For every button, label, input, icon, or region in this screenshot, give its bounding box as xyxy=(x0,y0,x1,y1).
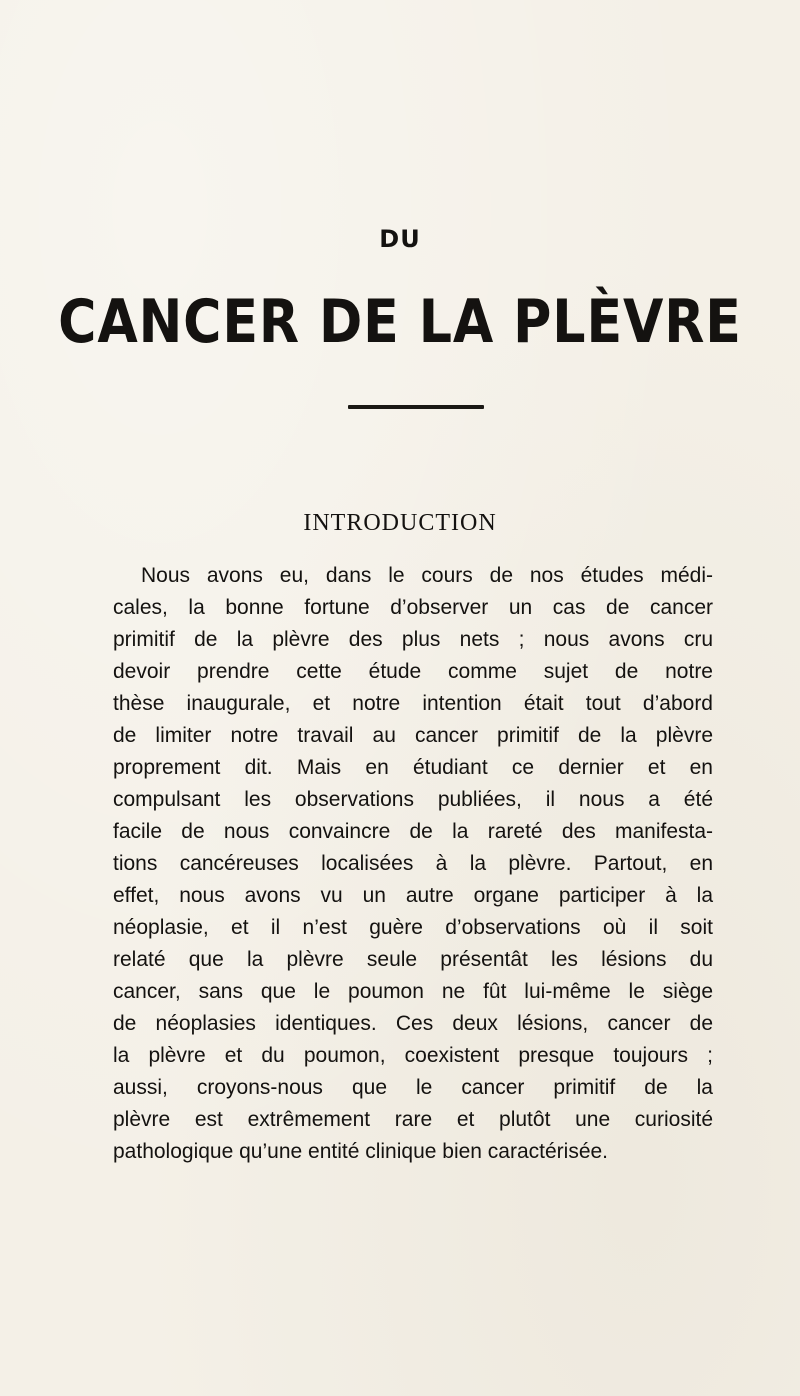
text-line: thèse inaugurale, et notre intention était tout d’abord xyxy=(113,692,713,715)
text-line: facile de nous convaincre de la rareté des manifesta- xyxy=(113,820,713,843)
text-line: Nous avons eu, dans le cours de nos études médi- xyxy=(141,564,713,587)
text-line: relaté que la plèvre seule présentât les lésions du xyxy=(113,948,713,971)
text-line: tions cancéreuses localisées à la plèvre. Partout, en xyxy=(113,852,713,875)
text-line: proprement dit. Mais en étudiant ce dernier et en xyxy=(113,756,713,779)
text-line: de limiter notre travail au cancer primitif de la plèvre xyxy=(113,724,713,747)
body-paragraph xyxy=(113,560,713,1168)
text-line: effet, nous avons vu un autre organe participer à la xyxy=(113,884,713,907)
main-title: CANCER DE LA PLÈVRE xyxy=(58,287,742,357)
text-line: néoplasie, et il n’est guère d’observations où il soit xyxy=(113,916,713,939)
text-line: de néoplasies identiques. Ces deux lésions, cancer de xyxy=(113,1012,713,1035)
title-rule xyxy=(348,405,484,409)
text-line: aussi, croyons-nous que le cancer primitif de la xyxy=(113,1076,713,1099)
text-line: cancer, sans que le poumon ne fût lui-même le siège xyxy=(113,980,713,1003)
text-line: compulsant les observations publiées, il nous a été xyxy=(113,788,713,811)
section-heading: INTRODUCTION xyxy=(303,510,497,536)
title-preposition: DU xyxy=(379,225,421,253)
text-line: plèvre est extrêmement rare et plutôt une curiosité xyxy=(113,1108,713,1131)
text-line: devoir prendre cette étude comme sujet de notre xyxy=(113,660,713,683)
text-line: primitif de la plèvre des plus nets ; nous avons cru xyxy=(113,628,713,651)
text-line: cales, la bonne fortune d’observer un cas de cancer xyxy=(113,596,713,619)
text-line: pathologique qu’une entité clinique bien caractérisée. xyxy=(113,1140,609,1163)
text-line: la plèvre et du poumon, coexistent presque toujours ; xyxy=(113,1044,713,1067)
